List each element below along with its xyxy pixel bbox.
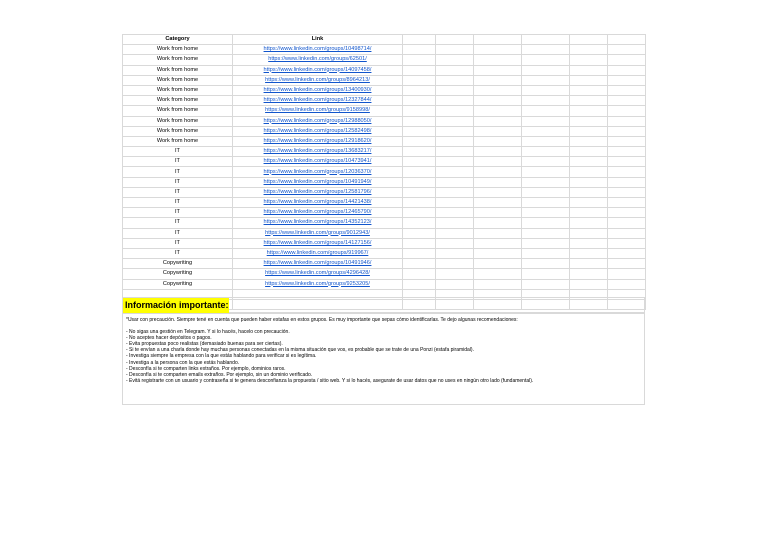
empty-cell[interactable] <box>474 228 522 238</box>
category-cell: IT <box>123 177 233 187</box>
empty-cell[interactable] <box>522 167 570 177</box>
category-cell: Work from home <box>123 85 233 95</box>
table-row <box>123 177 646 187</box>
empty-cell[interactable] <box>436 187 474 197</box>
empty-cell[interactable] <box>608 259 646 269</box>
empty-cell[interactable] <box>474 259 522 269</box>
empty-cell[interactable] <box>474 136 522 146</box>
link-cell[interactable] <box>233 75 403 85</box>
empty-cell[interactable] <box>403 96 436 106</box>
table-row <box>123 208 646 218</box>
empty-cell[interactable] <box>608 136 646 146</box>
link-cell[interactable] <box>233 279 403 289</box>
link-cell[interactable] <box>233 218 403 228</box>
empty-cell[interactable] <box>436 116 474 126</box>
category-cell: IT <box>123 147 233 157</box>
table-row <box>123 147 646 157</box>
table-row <box>123 55 646 65</box>
group-link[interactable]: https://www.linkedin.com/groups/14421438/ <box>263 199 372 206</box>
category-cell: IT <box>123 238 233 248</box>
table-row <box>123 75 646 85</box>
table-row <box>123 157 646 167</box>
empty-cell[interactable] <box>436 167 474 177</box>
empty-cell[interactable] <box>522 259 570 269</box>
table-row <box>123 187 646 197</box>
category-cell: IT <box>123 228 233 238</box>
empty-cell[interactable] <box>570 157 608 167</box>
empty-cell[interactable] <box>436 279 474 289</box>
empty-cell[interactable] <box>522 136 570 146</box>
table-row <box>123 45 646 55</box>
empty-cell[interactable] <box>570 259 608 269</box>
category-cell: Work from home <box>123 126 233 136</box>
group-link[interactable]: https://www.linkedin.com/groups/13683217/ <box>263 148 372 155</box>
empty-cell[interactable] <box>403 218 436 228</box>
tip-item: - No aceptes hacer depósitos o pagos. <box>126 335 212 342</box>
empty-cell[interactable] <box>403 85 436 95</box>
group-link[interactable]: https://www.linkedin.com/groups/10498714/ <box>263 46 372 53</box>
empty-cell[interactable] <box>403 279 436 289</box>
empty-cell[interactable] <box>474 35 522 45</box>
empty-cell[interactable] <box>403 259 436 269</box>
empty-cell[interactable] <box>522 157 570 167</box>
empty-cell[interactable] <box>570 116 608 126</box>
important-notes-cell <box>122 313 645 405</box>
empty-cell[interactable] <box>436 177 474 187</box>
empty-cell[interactable] <box>522 65 570 75</box>
empty-cell[interactable] <box>570 218 608 228</box>
link-cell[interactable] <box>233 259 403 269</box>
group-link[interactable]: https://www.linkedin.com/groups/10491946/ <box>263 260 372 267</box>
tip-item: - Si te envían a una charla donde hay muchas personas conectadas en la misma situación que vos, es probable que se trate de una Ponzi (estafa piramidal). <box>126 347 474 354</box>
group-link[interactable]: https://www.linkedin.com/groups/919967/ <box>266 250 369 257</box>
empty-cell[interactable] <box>608 106 646 116</box>
empty-cell[interactable] <box>570 96 608 106</box>
empty-cell[interactable] <box>474 85 522 95</box>
empty-cell[interactable] <box>570 228 608 238</box>
empty-cell[interactable] <box>403 116 436 126</box>
empty-cell[interactable] <box>403 208 436 218</box>
link-cell[interactable] <box>233 85 403 95</box>
link-cell[interactable] <box>233 126 403 136</box>
table-row <box>123 106 646 116</box>
table-row <box>123 96 646 106</box>
category-cell: Copywriting <box>123 269 233 279</box>
tip-item: - No sigas una gestión en Telegram. Y si lo hacés, hacelo con precaución. <box>126 329 290 336</box>
empty-cell[interactable] <box>570 269 608 279</box>
group-link[interactable]: https://www.linkedin.com/groups/12581796/ <box>263 188 372 195</box>
empty-cell[interactable] <box>436 136 474 146</box>
empty-cell[interactable] <box>436 208 474 218</box>
table-row <box>123 65 646 75</box>
tip-item: - Evitá registrarte con un usuario y contraseña si te genera desconfianza la propuesta / sitio web. Y si lo hacés, asegurate de usar datos que no uses en ningún otro lado (fundamental). <box>126 377 534 384</box>
group-link[interactable]: https://www.linkedin.com/groups/12918620/ <box>263 137 372 144</box>
tip-item: - Desconfía si te comparten emails extraños. Por ejemplo, sin un dominio verificado. <box>126 371 313 378</box>
empty-cell[interactable] <box>474 55 522 65</box>
empty-cell[interactable] <box>474 167 522 177</box>
empty-cell[interactable] <box>403 147 436 157</box>
important-title: Información importante: <box>123 298 229 313</box>
group-link[interactable]: https://www.linkedin.com/groups/12582498/ <box>263 127 372 134</box>
table-row <box>123 136 646 146</box>
empty-cell[interactable] <box>522 106 570 116</box>
empty-cell[interactable] <box>570 208 608 218</box>
empty-cell[interactable] <box>403 187 436 197</box>
empty-cell[interactable] <box>522 248 570 258</box>
empty-cell[interactable] <box>403 177 436 187</box>
category-cell: IT <box>123 167 233 177</box>
empty-cell[interactable] <box>474 218 522 228</box>
group-link[interactable]: https://www.linkedin.com/groups/14352123/ <box>263 219 372 226</box>
empty-cell[interactable] <box>436 55 474 65</box>
empty-cell[interactable] <box>608 279 646 289</box>
empty-cell[interactable] <box>403 198 436 208</box>
group-link[interactable]: https://www.linkedin.com/groups/13400930/ <box>263 87 372 94</box>
empty-cell[interactable] <box>608 75 646 85</box>
link-cell[interactable] <box>233 55 403 65</box>
empty-cell[interactable] <box>474 187 522 197</box>
empty-cell[interactable] <box>522 228 570 238</box>
table-row <box>123 238 646 248</box>
link-cell[interactable] <box>233 136 403 146</box>
empty-cell[interactable] <box>436 147 474 157</box>
empty-cell[interactable] <box>522 35 570 45</box>
empty-cell[interactable] <box>522 45 570 55</box>
empty-cell[interactable] <box>522 55 570 65</box>
empty-cell[interactable] <box>436 96 474 106</box>
empty-cell[interactable] <box>436 259 474 269</box>
category-cell: IT <box>123 198 233 208</box>
empty-cell[interactable] <box>608 116 646 126</box>
empty-cell[interactable] <box>570 126 608 136</box>
empty-cell[interactable] <box>608 55 646 65</box>
empty-cell[interactable] <box>522 96 570 106</box>
empty-cell[interactable] <box>403 167 436 177</box>
category-cell: Copywriting <box>123 259 233 269</box>
empty-cell[interactable] <box>522 187 570 197</box>
empty-cell[interactable] <box>570 177 608 187</box>
header-link: Link <box>233 35 403 45</box>
empty-cell[interactable] <box>570 248 608 258</box>
empty-cell[interactable] <box>608 218 646 228</box>
empty-cell[interactable] <box>436 198 474 208</box>
empty-cell[interactable] <box>403 126 436 136</box>
group-link[interactable]: https://www.linkedin.com/groups/62501/ <box>268 56 367 63</box>
tip-item: - Desconfía si te comparten links extraños. Por ejemplo, dominios raros. <box>126 365 286 372</box>
table-row <box>123 116 646 126</box>
link-cell[interactable] <box>233 147 403 157</box>
category-cell: Work from home <box>123 55 233 65</box>
empty-cell[interactable] <box>608 198 646 208</box>
table-row <box>123 259 646 269</box>
groups-table <box>122 34 646 310</box>
category-cell: Work from home <box>123 45 233 55</box>
link-cell[interactable] <box>233 208 403 218</box>
important-header-row <box>122 297 645 313</box>
empty-cell[interactable] <box>608 208 646 218</box>
empty-cell[interactable] <box>608 96 646 106</box>
empty-cell[interactable] <box>436 157 474 167</box>
empty-cell[interactable] <box>474 147 522 157</box>
empty-cell[interactable] <box>522 269 570 279</box>
empty-cell[interactable] <box>522 116 570 126</box>
empty-cell[interactable] <box>436 238 474 248</box>
empty-cell[interactable] <box>474 157 522 167</box>
tip-item: - Investiga siempre la empresa con la que estás hablando para verificar si es legítima. <box>126 353 317 360</box>
empty-cell[interactable] <box>570 75 608 85</box>
empty-cell[interactable] <box>474 96 522 106</box>
empty-cell[interactable] <box>608 157 646 167</box>
empty-cell[interactable] <box>522 126 570 136</box>
link-cell[interactable] <box>233 198 403 208</box>
category-cell: Copywriting <box>123 279 233 289</box>
empty-cell[interactable] <box>436 85 474 95</box>
table-row <box>123 269 646 279</box>
empty-cell[interactable] <box>436 106 474 116</box>
empty-cell[interactable] <box>474 126 522 136</box>
empty-cell[interactable] <box>608 45 646 55</box>
table-row <box>123 218 646 228</box>
header-category: Category <box>123 35 233 45</box>
link-cell[interactable] <box>233 238 403 248</box>
empty-cell[interactable] <box>436 65 474 75</box>
link-cell[interactable] <box>233 45 403 55</box>
empty-cell[interactable] <box>403 136 436 146</box>
empty-cell[interactable] <box>608 65 646 75</box>
empty-cell[interactable] <box>570 147 608 157</box>
empty-cell[interactable] <box>474 238 522 248</box>
group-link[interactable]: https://www.linkedin.com/groups/10491949/ <box>263 178 372 185</box>
empty-cell[interactable] <box>522 85 570 95</box>
link-cell[interactable] <box>233 177 403 187</box>
link-cell[interactable] <box>233 106 403 116</box>
empty-cell[interactable] <box>570 136 608 146</box>
empty-cell[interactable] <box>608 126 646 136</box>
empty-cell[interactable] <box>608 228 646 238</box>
empty-cell[interactable] <box>522 75 570 85</box>
empty-cell[interactable] <box>608 269 646 279</box>
empty-cell[interactable] <box>474 198 522 208</box>
empty-cell[interactable] <box>436 126 474 136</box>
category-cell: Work from home <box>123 75 233 85</box>
empty-cell[interactable] <box>436 218 474 228</box>
empty-cell[interactable] <box>570 279 608 289</box>
group-link[interactable]: https://www.linkedin.com/groups/8964213/ <box>265 76 370 83</box>
empty-cell[interactable] <box>522 177 570 187</box>
group-link[interactable]: https://www.linkedin.com/groups/12988050/ <box>263 117 372 124</box>
link-cell[interactable] <box>233 96 403 106</box>
empty-cell[interactable] <box>570 187 608 197</box>
category-cell: Work from home <box>123 65 233 75</box>
category-cell: IT <box>123 248 233 258</box>
empty-cell[interactable] <box>522 198 570 208</box>
empty-cell[interactable] <box>403 65 436 75</box>
empty-cell[interactable] <box>436 35 474 45</box>
group-link[interactable]: https://www.linkedin.com/groups/12465790/ <box>263 209 372 216</box>
table-row <box>123 248 646 258</box>
empty-cell[interactable] <box>570 45 608 55</box>
empty-cell[interactable] <box>608 248 646 258</box>
empty-cell[interactable] <box>570 35 608 45</box>
empty-cell[interactable] <box>436 45 474 55</box>
category-cell: IT <box>123 208 233 218</box>
empty-cell[interactable] <box>474 65 522 75</box>
empty-cell[interactable] <box>403 269 436 279</box>
link-cell[interactable] <box>233 269 403 279</box>
empty-cell[interactable] <box>522 279 570 289</box>
link-cell[interactable] <box>233 228 403 238</box>
empty-cell[interactable] <box>403 35 436 45</box>
table-row <box>123 126 646 136</box>
empty-cell[interactable] <box>403 157 436 167</box>
tips-list <box>126 329 641 384</box>
group-link[interactable]: https://www.linkedin.com/groups/14097458/ <box>263 66 372 73</box>
group-link[interactable]: https://www.linkedin.com/groups/4296428/ <box>265 270 370 277</box>
empty-cell[interactable] <box>608 167 646 177</box>
empty-cell[interactable] <box>570 65 608 75</box>
table-row <box>123 198 646 208</box>
empty-cell[interactable] <box>570 198 608 208</box>
empty-cell[interactable] <box>403 238 436 248</box>
link-cell[interactable] <box>233 167 403 177</box>
empty-cell[interactable] <box>522 238 570 248</box>
empty-cell[interactable] <box>403 55 436 65</box>
empty-cell[interactable] <box>608 177 646 187</box>
empty-cell[interactable] <box>608 147 646 157</box>
empty-cell[interactable] <box>570 167 608 177</box>
table-row <box>123 167 646 177</box>
tip-item: - Evita propuestas poco realistas (demasiado buenas para ser ciertas). <box>126 341 283 348</box>
group-link[interactable]: https://www.linkedin.com/groups/9012943/ <box>265 229 370 236</box>
link-cell[interactable] <box>233 116 403 126</box>
empty-cell[interactable] <box>403 75 436 85</box>
group-link[interactable]: https://www.linkedin.com/groups/9158998/ <box>265 107 370 114</box>
category-cell: Work from home <box>123 96 233 106</box>
group-link[interactable]: https://www.linkedin.com/groups/10473941/ <box>263 158 372 165</box>
empty-cell[interactable] <box>436 248 474 258</box>
category-cell: IT <box>123 218 233 228</box>
empty-cell[interactable] <box>522 208 570 218</box>
empty-cell[interactable] <box>522 218 570 228</box>
empty-cell[interactable] <box>608 35 646 45</box>
empty-cell[interactable] <box>474 248 522 258</box>
empty-cell[interactable] <box>474 279 522 289</box>
link-cell[interactable] <box>233 157 403 167</box>
category-cell: Work from home <box>123 106 233 116</box>
empty-cell[interactable] <box>403 228 436 238</box>
empty-cell[interactable] <box>522 147 570 157</box>
group-link[interactable]: https://www.linkedin.com/groups/12036370/ <box>263 168 372 175</box>
empty-cell[interactable] <box>570 55 608 65</box>
category-cell: IT <box>123 187 233 197</box>
link-cell[interactable] <box>233 65 403 75</box>
group-link[interactable]: https://www.linkedin.com/groups/9253205/ <box>265 280 370 287</box>
empty-cell[interactable] <box>403 45 436 55</box>
empty-cell[interactable] <box>608 85 646 95</box>
empty-cell[interactable] <box>403 248 436 258</box>
table-header-row <box>123 35 646 45</box>
empty-cell[interactable] <box>608 238 646 248</box>
table-row <box>123 228 646 238</box>
table-row <box>123 279 646 289</box>
empty-cell[interactable] <box>474 208 522 218</box>
group-link[interactable]: https://www.linkedin.com/groups/12327844/ <box>263 97 372 104</box>
category-cell: IT <box>123 157 233 167</box>
group-link[interactable]: https://www.linkedin.com/groups/14127156/ <box>263 239 372 246</box>
link-cell[interactable] <box>233 187 403 197</box>
empty-cell[interactable] <box>570 106 608 116</box>
empty-cell[interactable] <box>474 269 522 279</box>
empty-cell[interactable] <box>403 106 436 116</box>
empty-cell[interactable] <box>474 45 522 55</box>
important-intro: *Usar con precaución. Siempre tené en cuenta que pueden haber estafas en estos grupos. Es muy importante que sepas cómo identificarlas. Te dejo algunas recomendaciones: <box>126 317 518 323</box>
category-cell: Work from home <box>123 116 233 126</box>
tip-item: - Investiga a la persona con la que estás hablando. <box>126 359 240 366</box>
empty-cell[interactable] <box>474 75 522 85</box>
empty-cell[interactable] <box>436 75 474 85</box>
empty-cell[interactable] <box>474 106 522 116</box>
spreadsheet-grid <box>122 34 645 310</box>
empty-cell[interactable] <box>570 238 608 248</box>
empty-cell[interactable] <box>436 269 474 279</box>
empty-cell[interactable] <box>436 228 474 238</box>
link-cell[interactable] <box>233 248 403 258</box>
table-row <box>123 85 646 95</box>
empty-cell[interactable] <box>474 177 522 187</box>
empty-cell[interactable] <box>570 85 608 95</box>
category-cell: Work from home <box>123 136 233 146</box>
empty-cell[interactable] <box>608 187 646 197</box>
empty-cell[interactable] <box>474 116 522 126</box>
